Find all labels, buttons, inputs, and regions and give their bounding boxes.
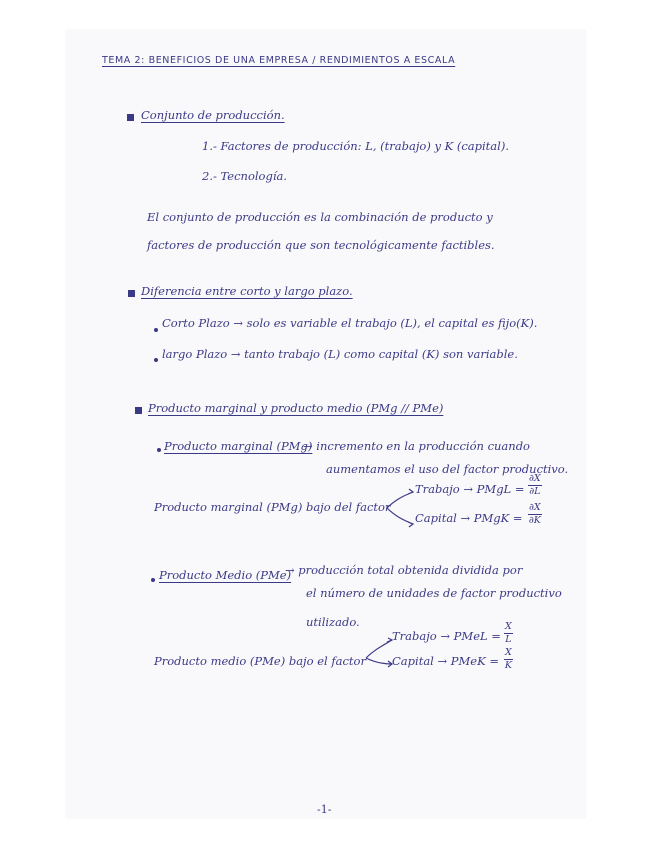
list-item-corto-plazo: Corto Plazo → solo es variable el trabajo (L), el capital es fijo(K).: [162, 316, 538, 330]
pme-capital-fraction: [504, 648, 513, 670]
pmg-label: Producto marginal (PMg): [164, 439, 313, 453]
list-item-tecnologia: 2.- Tecnología.: [202, 169, 288, 183]
fraction-denominator: K: [504, 659, 512, 671]
page-title: TEMA 2: BENEFICIOS DE UNA EMPRESA / RENDIMIENTOS A ESCALA: [102, 55, 456, 66]
pme-definition-line: → producción total obtenida dividida por: [285, 563, 523, 577]
pme-factor-label: Producto medio (PMe) bajo el factor: [154, 654, 366, 668]
fraction-numerator: X: [505, 647, 512, 658]
pme-trabajo-fraction: [504, 622, 513, 644]
list-item-largo-plazo: largo Plazo → tanto trabajo (L) como capital (K) son variable.: [162, 347, 518, 361]
pme-trabajo: Trabajo → PMeL =: [392, 629, 501, 643]
bullet-dot-icon: [154, 328, 158, 332]
bullet-dot-icon: [151, 578, 155, 582]
section-bullet-icon: [128, 290, 135, 297]
bullet-dot-icon: [157, 448, 161, 452]
pmg-capital-fraction: [528, 503, 542, 525]
paragraph-line: El conjunto de producción es la combinación de producto y: [147, 210, 493, 224]
bullet-dot-icon: [154, 358, 158, 362]
fraction-numerator: X: [505, 621, 512, 632]
pmg-capital: Capital → PMgK =: [415, 511, 523, 525]
pmg-trabajo: Trabajo → PMgL =: [415, 482, 525, 496]
fraction-denominator: L: [505, 633, 512, 645]
branch-arrow-icon: [364, 636, 394, 676]
pme-label: Producto Medio (PMe): [159, 568, 292, 582]
pmg-definition-line: aumentamos el uso del factor productivo.: [326, 462, 569, 476]
pmg-trabajo-fraction: [528, 474, 542, 496]
fraction-numerator: ∂X: [529, 502, 541, 513]
pme-definition-line: el número de unidades de factor productivo: [306, 586, 562, 600]
section-heading-conjunto: Conjunto de producción.: [141, 108, 285, 122]
pme-capital: Capital → PMeK =: [392, 654, 499, 668]
list-item-factores: 1.- Factores de producción: L, (trabajo) y K (capital).: [202, 139, 509, 153]
page-number: -1-: [317, 803, 332, 816]
pmg-factor-label: Producto marginal (PMg) bajo del factor: [154, 500, 391, 514]
section-bullet-icon: [135, 407, 142, 414]
pme-definition-line: utilizado.: [306, 615, 360, 629]
fraction-denominator: ∂L: [529, 485, 541, 497]
section-bullet-icon: [127, 114, 134, 121]
section-heading-producto: Producto marginal y producto medio (PMg // PMe): [148, 401, 444, 415]
section-heading-diferencia: Diferencia entre corto y largo plazo.: [141, 284, 353, 298]
paragraph-line: factores de producción que son tecnológicamente factibles.: [147, 238, 495, 252]
fraction-numerator: ∂X: [529, 473, 541, 484]
pmg-definition-line: → incremento en la producción cuando: [303, 439, 530, 453]
fraction-denominator: ∂K: [528, 514, 541, 526]
branch-arrow-icon: [385, 486, 415, 530]
